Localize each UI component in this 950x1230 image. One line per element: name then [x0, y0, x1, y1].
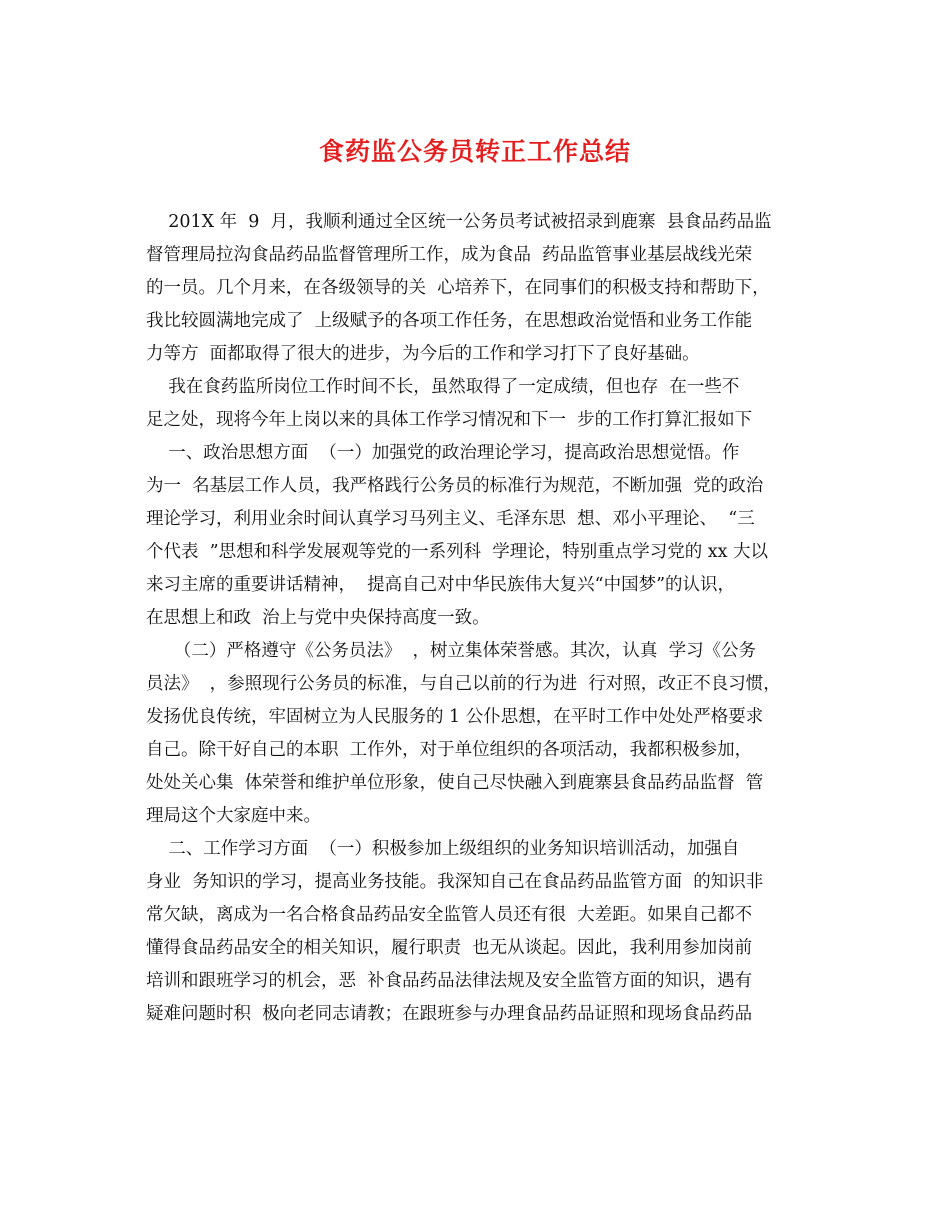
text-line: 培训和跟班学习的机会，恶 补食品药品法律法规及安全监管方面的知识，遇有	[146, 971, 753, 991]
text-line: 我在食药监所岗位工作时间不长，虽然取得了一定成绩，但也存 在一些不	[146, 377, 740, 397]
text-line: 在思想上和政 治上与党中央保持高度一致。	[146, 608, 490, 628]
text-line: 力等方 面都取得了很大的进步，为今后的工作和学习打下了良好基础。	[146, 344, 700, 364]
document-body	[146, 206, 806, 1031]
text-line: 发扬优良传统，牢固树立为人民服务的 1 公仆思想，在平时工作中处处严格要求	[146, 707, 764, 727]
document-title: 食药监公务员转正工作总结	[318, 137, 631, 166]
text-line: 常欠缺，离成为一名合格食品药品安全监管人员还有很 大差距。如果自己都不	[146, 905, 753, 925]
text-line: 督管理局拉沟食品药品监督管理所工作，成为食品 药品监管事业基层战线光荣	[146, 245, 753, 265]
text-line: 的一员。几个月来，在各级领导的关 心培养下，在同事们的积极支持和帮助下，	[146, 278, 770, 298]
text-line: 身业 务知识的学习，提高业务技能。我深知自己在食品药品监管方面 的知识非	[146, 872, 764, 892]
text-line: 为一 名基层工作人员，我严格践行公务员的标准行为规范，不断加强 党的政治	[146, 476, 764, 496]
text-line: 个代表 ”思想和科学发展观等党的一系列科 学理论，特别重点学习党的 xx 大以	[146, 542, 769, 562]
text-line: 自己。除干好自己的本职 工作外，对于单位组织的各项活动，我都积极参加，	[146, 740, 753, 760]
text-line: 我比较圆满地完成了 上级赋予的各项工作任务，在思想政治觉悟和业务工作能	[146, 311, 753, 331]
text-line: 二、工作学习方面 （一）积极参加上级组织的业务知识培训活动，加强自	[146, 839, 740, 859]
text-line: 员法》 ，参照现行公务员的标准，与自己以前的行为进 行对照，改正不良习惯，	[146, 674, 781, 694]
text-line: 来习主席的重要讲话精神， 提高自己对中华民族伟大复兴“中国梦”的认识，	[146, 575, 736, 595]
text-line: 疑难问题时积 极向老同志请教；在跟班参与办理食品药品证照和现场食品药品	[146, 1004, 753, 1024]
text-line: 理论学习，利用业余时间认真学习马列主义、毛泽东思 想、邓小平理论、 “三	[146, 509, 755, 529]
text-line: 足之处，现将今年上岗以来的具体工作学习情况和下一 步的工作打算汇报如下	[146, 410, 753, 430]
text-line: 理局这个大家庭中来。	[146, 806, 321, 826]
text-line: 一、政治思想方面 （一）加强党的政治理论学习，提高政治思想觉悟。作	[146, 443, 740, 463]
text-line: 201X 年 9 月，我顺利通过全区统一公务员考试被招录到鹿寨 县食品药品监	[146, 212, 772, 232]
text-line: （二）严格遵守《公务员法》 ，树立集体荣誉感。其次，认真 学习《公务	[146, 641, 757, 661]
text-line: 懂得食品药品安全的相关知识，履行职责 也无从谈起。因此，我利用参加岗前	[146, 938, 753, 958]
text-line: 处处关心集 体荣誉和维护单位形象，使自己尽快融入到鹿寨县食品药品监督 管	[146, 773, 764, 793]
